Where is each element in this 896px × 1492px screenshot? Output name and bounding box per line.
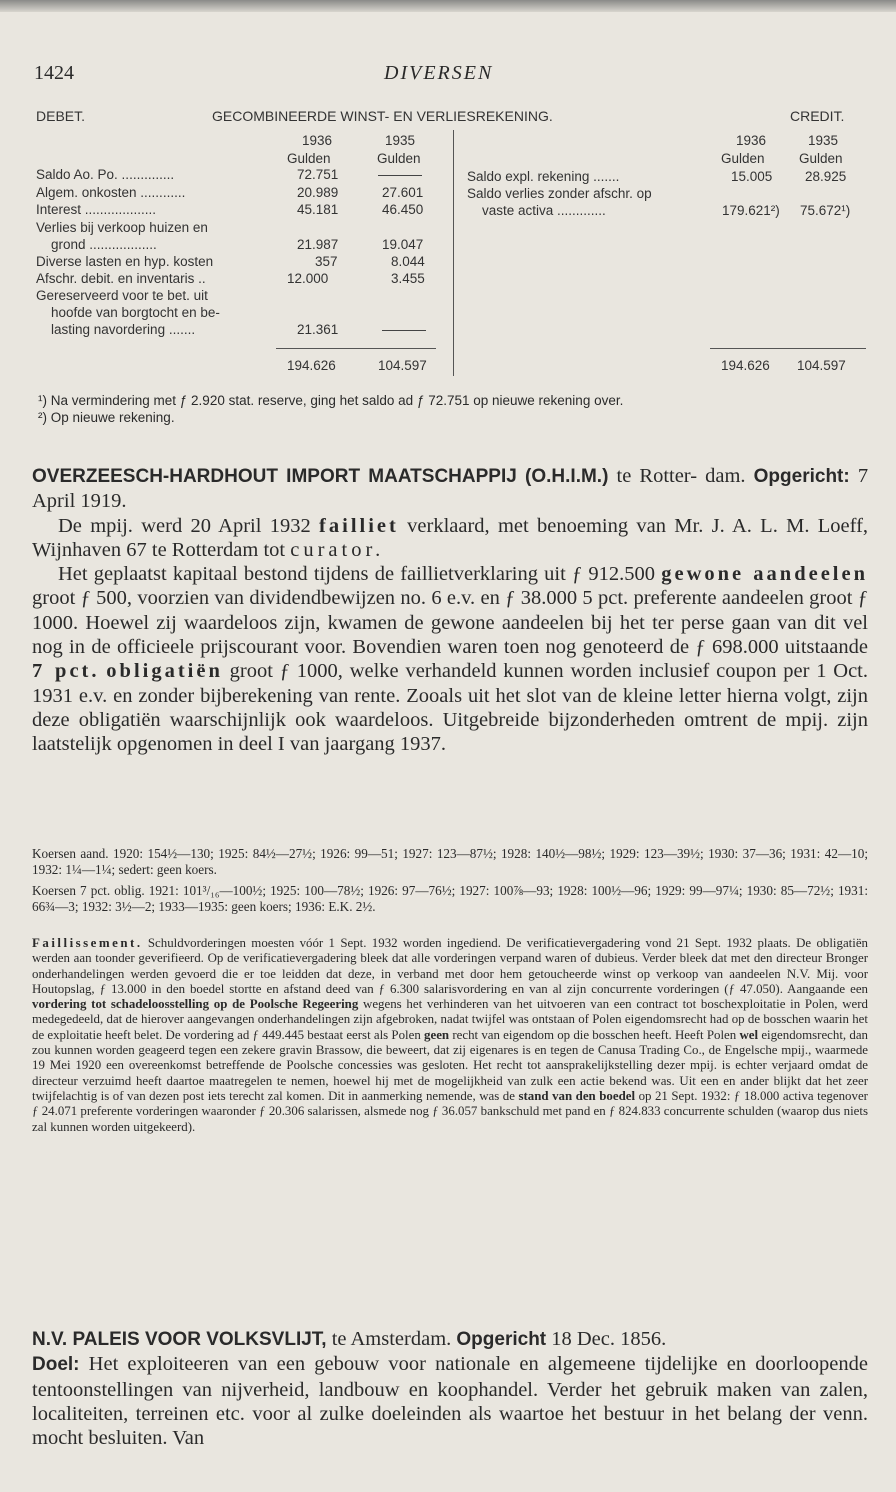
company-location: te Amsterdam. — [331, 1328, 452, 1350]
statement-title: GECOMBINEERDE WINST- EN VERLIESREKENING. — [212, 108, 553, 124]
text-span: De mpij. werd 20 April 1932 — [58, 514, 311, 537]
company-location-cont: dam. — [705, 465, 746, 487]
paleis-section — [32, 1327, 868, 1450]
koersen-aandeelen: Koersen aand. 1920: 154½—130; 1925: 84½—27½; 1926: 99—51; 1927: 123—87½; 1928: 140½—98½; 1929: 123—39½; 1930: 37—36; 1931: 42—10; 1932: 1¼—1¼; sedert: geen koers. — [32, 846, 868, 877]
paleis-heading-para — [32, 1327, 868, 1352]
doel-text: Het exploiteeren van een gebouw voor nationale en algemeene tijdelijke en doorloopende tentoonstellingen van nijverheid, landbouw en koophandel. Verder het gebruik maken van zalen, localiteiten, terreinen etc. voor al zulke doeleinden als waartoe het bestuur in het belang der venn. mocht besluiten. Van — [32, 1353, 868, 1450]
page-top-edge — [0, 0, 896, 12]
credit-currency-1935: Gulden — [799, 151, 843, 166]
text-span: e.v. en ƒ 38.000 5 pct. preferente aandeelen groot ƒ 1000. Hoewel zij waardeloos zijn, kwamen de gewone aandeelen bij het ter perse gaan van dit vel nog in de officieele prijscourant voor. Bovendien waren toen nog genoteerd de ƒ 698.000 uitstaande — [32, 587, 868, 659]
credit-total-1935: 104.597 — [797, 358, 846, 373]
bold-span: stand van den boedel — [518, 1088, 636, 1103]
ohim-heading-para — [32, 464, 868, 514]
faillissement-label: Faillissement. — [32, 936, 143, 950]
debit-row-label: Verlies bij verkoop huizen en — [36, 220, 208, 235]
bankruptcy-paragraph — [32, 514, 868, 563]
credit-row-value-1936: 179.621²) — [722, 203, 780, 218]
debit-row-value-1935: 46.450 — [382, 202, 424, 217]
debit-row-label: grond .................. — [51, 237, 157, 252]
debit-row-label: Afschr. debit. en inventaris .. — [36, 271, 206, 286]
ohim-section — [32, 464, 868, 757]
koersen-obligaties: Koersen 7 pct. oblig. 1921: 101³/₁₆—100½; 1925: 100—78½; 1926: 97—76½; 1927: 100⅞—93; 1928: 100½—96; 1929: 99—97¼; 1930: 85—72½; 1931: 66¾—3; 1932: 3½—2; 1933—1935: geen koers; 1936: E.K. 2½. — [32, 883, 868, 914]
running-title: DIVERSEN — [384, 62, 494, 84]
bold-span: vordering tot schadeloosstelling op de Poolsche Regeering — [32, 997, 359, 1012]
opgericht-label: Opgericht: — [753, 466, 850, 487]
footnote: ¹) Na vermindering met ƒ 2.920 stat. reserve, ging het saldo ad ƒ 72.751 op nieuwe rekening over. — [38, 393, 624, 408]
pct-emphasis: 7 pct. — [32, 660, 100, 683]
credit-label: CREDIT. — [790, 108, 845, 124]
failliet-emphasis: failliet — [319, 514, 399, 537]
debit-row-value-1936: 72.751 — [297, 167, 339, 182]
faillissement-paragraph — [32, 936, 868, 1135]
debit-row-value-1935: 8.044 — [391, 254, 425, 269]
debit-row-empty-1935 — [382, 322, 426, 337]
footnote: ²) Op nieuwe rekening. — [38, 410, 175, 425]
capital-paragraph — [32, 562, 868, 756]
text-span: J. A. L. M. Loeff, Wijnhaven 67 te Rotterdam tot — [32, 514, 869, 561]
debit-row-empty-1935 — [378, 167, 422, 182]
credit-currency-1936: Gulden — [721, 151, 765, 166]
debit-year-1936: 1936 — [302, 133, 333, 148]
text-span: Het geplaatst kapitaal bestond tijdens de faillietverklaring uit ƒ 912.500 — [58, 563, 656, 586]
credit-row-value-1935: 28.925 — [805, 169, 847, 184]
debet-label: DEBET. — [36, 108, 86, 124]
debit-currency-1935: Gulden — [377, 151, 421, 166]
debit-row-value-1936: 21.361 — [297, 322, 339, 337]
company-name: OVERZEESCH-HARDHOUT IMPORT MAATSCHAPPIJ (O.H.I.M.) — [32, 466, 609, 487]
credit-year-1936: 1936 — [736, 133, 767, 148]
debit-total-1935: 104.597 — [378, 358, 427, 373]
debit-currency-1936: Gulden — [287, 151, 331, 166]
doel-label: Doel: — [32, 1354, 80, 1376]
obligatien-emphasis: obligatiën — [106, 660, 223, 683]
text-span: wegens het verhinderen van het uitvoeren van een contract tot boschexploitatie in Polen, werd medegedeeld, dat de hierover aangevangen onderhandelingen zijn afgebroken, nadat twijfel was ontstaan of Polen eigendomsrecht had op de bosschen waarin het de exploitatie heeft belet. De vordering ad ƒ 449.445 bestaat eerst als Polen — [32, 997, 868, 1042]
text-span: groot ƒ 1000, welke verhandeld kunnen worden inclusief coupon per 1 Oct. 1931 e.v. en zonder bijberekening van rente. Zooals uit het slot van de kleine letter hierna volgt, zijn deze obligatiën waarschijnlijk ook waardeloos. Uitgebreide bijzonderheden omtrent de mpij. zijn laatstelijk opgenomen in deel I van jaargang 1937. — [32, 660, 868, 756]
text-span: groot ƒ 500, voorzien van dividendbewijzen no. 6 — [32, 587, 442, 610]
debit-total-1936: 194.626 — [287, 358, 336, 373]
debit-total-rule — [276, 348, 436, 349]
page-number: 1424 — [34, 62, 74, 84]
debit-year-1935: 1935 — [385, 133, 416, 148]
text-span: op 21 Sept. 1932: ƒ 18.000 activa tegenover ƒ 24.071 preferente vorderingen waaronder ƒ 20.306 salarissen, alsmede nog ƒ 36.057 bankschuld met pand en ƒ 824.833 concurrente schulden (waarop dus niets zal kunnen worden uitgekeerd). — [32, 1088, 868, 1134]
text-span: verklaard, met benoeming van Mr. — [407, 514, 704, 537]
credit-row-label: Saldo verlies zonder afschr. op — [467, 186, 652, 201]
gewone-aandeelen-emphasis: gewone aandeelen — [661, 563, 868, 586]
credit-total-rule — [710, 348, 866, 349]
debit-row-value-1935: 3.455 — [391, 271, 425, 286]
text-span: eigendomsrecht, dan zou kunnen worden geageerd tegen een zekere gravin Brassow, die beweert, dat zij eigenares is en tegen de Canusa Trading Co., de Engelsche mpij., waarmede 19 Mei 1920 een overeenkomst betreffende de Poolsche concessies was gesloten. Het recht tot aansprakelijkstelling dezer mpij. is echter verjaard omdat de directeur verzuimd heeft daartoe maatregelen te nemen, hoewel hij met de mogelijkheid van zulk een actie bekend was. Uit een en ander blijkt dat het zeer twijfelachtig is of van dezen post iets terecht zal komen. Dit in aanmerking nemende, was de — [32, 1027, 868, 1103]
credit-row-value-1935: 75.672¹) — [800, 203, 851, 218]
debit-row-value-1935: 27.601 — [382, 185, 424, 200]
debit-row-value-1936: 21.987 — [297, 237, 339, 252]
credit-row-value-1936: 15.005 — [731, 169, 773, 184]
credit-row-label: vaste activa ............. — [482, 203, 606, 218]
bold-span: wel — [739, 1027, 759, 1042]
text-span: recht van eigendom op die bosschen heeft. Heeft Polen — [452, 1027, 737, 1042]
credit-total-1936: 194.626 — [721, 358, 770, 373]
doel-paragraph — [32, 1352, 868, 1450]
debit-row-value-1936: 20.989 — [297, 185, 339, 200]
credit-year-1935: 1935 — [808, 133, 839, 148]
debit-row-label: Diverse lasten en hyp. kosten — [36, 254, 214, 269]
debit-row-label: lasting navordering ....... — [51, 322, 196, 337]
debit-row-value-1936: 12.000 — [287, 271, 329, 286]
opgericht-date: 7 April 1919. — [32, 465, 869, 513]
company-name: N.V. PALEIS VOOR VOLKSVLIJT, — [32, 1329, 327, 1350]
debit-row-label: hoofde van borgtocht en be- — [51, 305, 220, 320]
text-span: Schuldvorderingen moesten vóór 1 Sept. 1932 worden ingediend. De verificatievergadering vond 21 Sept. 1932 plaats. De obligatiën werden aan toonder geverifieerd. Op de verificatievergadering bleek dat alle vorderingen verpand waren of dubieus. Verder bleek dat met den directeur Bronger onderhandelingen werden gevoerd die er toe leidden dat deze, in verband met door hem getoucheerde winst op verkoop van aandeelen N.V. Mij. voor Houtopslag, ƒ 13.000 in den boedel stortte en afstand deed van ƒ 6.300 salarisvordering en van al zijn concurrente vorderingen (ƒ 47.050). Aangaande een — [32, 936, 868, 996]
debit-row-value-1936: 45.181 — [297, 202, 339, 217]
credit-row-label: Saldo expl. rekening ....... — [467, 169, 620, 184]
bold-span: geen — [424, 1027, 450, 1042]
curator-emphasis: curator. — [290, 538, 385, 561]
debit-row-label: Saldo Ao. Po. .............. — [36, 167, 175, 182]
debit-row-label: Interest ................... — [36, 202, 157, 217]
debit-row-value-1935: 19.047 — [382, 237, 424, 252]
opgericht-label: Opgericht — [456, 1329, 547, 1350]
debit-row-label: Algem. onkosten ............ — [36, 185, 186, 200]
debit-row-value-1936: 357 — [315, 254, 338, 269]
ledger-divider — [453, 130, 454, 376]
debit-row-label: Gereserveerd voor te bet. uit — [36, 288, 208, 303]
company-location: te Rotter- — [616, 465, 698, 487]
opgericht-date: 18 Dec. 1856. — [551, 1328, 667, 1350]
